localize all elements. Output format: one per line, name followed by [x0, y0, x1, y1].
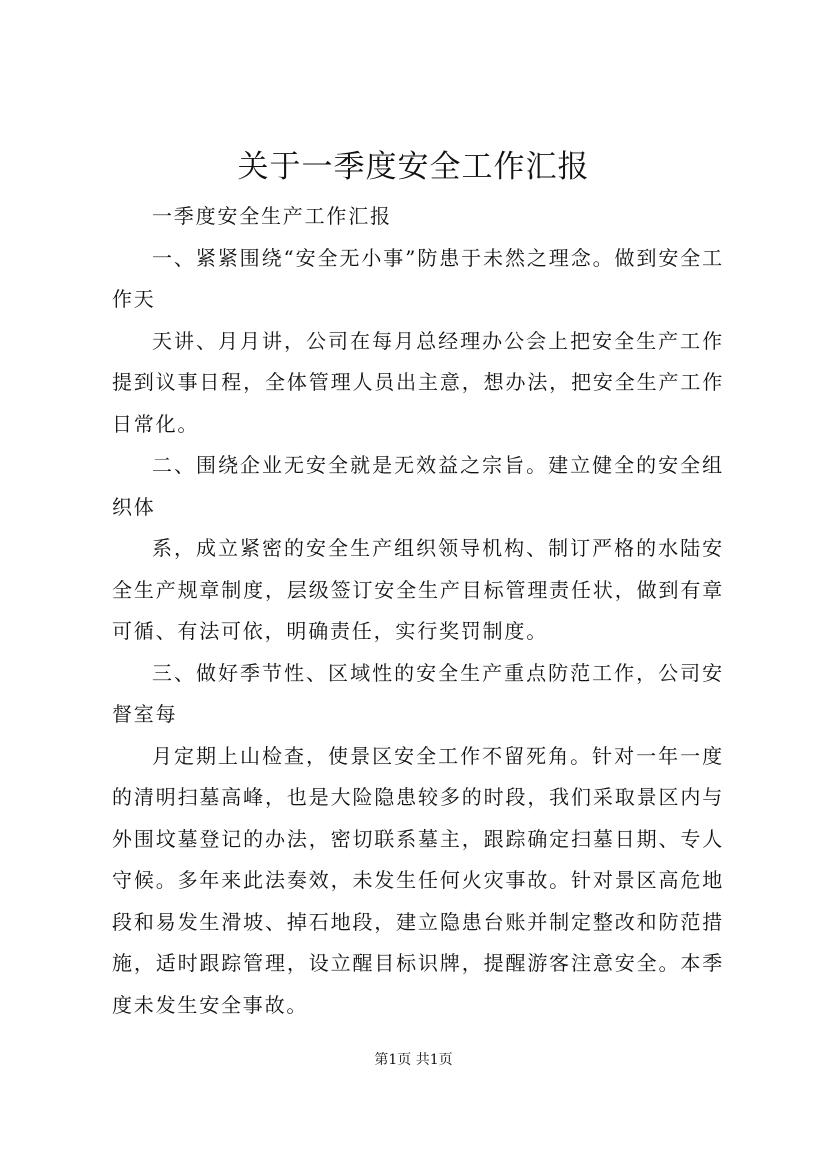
- paragraph-section-1-body: 天讲、月月讲，公司在每月总经理办公会上把安全生产工作提到议事日程，全体管理人员出主意，想办法，把安全生产工作日常化。: [112, 328, 724, 436]
- paragraph-section-2-heading: 二、围绕企业无安全就是无效益之宗旨。建立健全的安全组织体: [112, 453, 724, 519]
- document-title: 关于一季度安全工作汇报: [237, 149, 590, 185]
- paragraph-section-3-body: 月定期上山检查，使景区安全工作不留死角。针对一年一度的清明扫墓高峰，也是大险隐患较多的时段，我们采取景区内与外围坟墓登记的办法，密切联系墓主，跟踪确定扫墓日期、专人守候。多年来此法奏效，未发生任何火灾事故。针对景区高危地段和易发生滑坡、掉石地段，建立隐患台账并制定整改和防范措施，适时跟踪管理，设立醒目标识牌，提醒游客注意安全。本季度未发生安全事故。: [112, 743, 724, 1017]
- page-number-footer: 第1页 共1页: [374, 1052, 453, 1068]
- paragraph-section-2-body: 系，成立紧密的安全生产组织领导机构、制订严格的水陆安全生产规章制度，层级签订安全生产目标管理责任状，做到有章可循、有法可依，明确责任，实行奖罚制度。: [112, 536, 724, 643]
- paragraph-section-1-heading: 一、紧紧围绕“安全无小事”防患于未然之理念。做到安全工作天: [112, 245, 724, 311]
- paragraph-subtitle: 一季度安全生产工作汇报: [152, 204, 392, 228]
- paragraph-section-3-heading: 三、做好季节性、区域性的安全生产重点防范工作，公司安督室每: [112, 660, 724, 726]
- document-body: [112, 196, 724, 1026]
